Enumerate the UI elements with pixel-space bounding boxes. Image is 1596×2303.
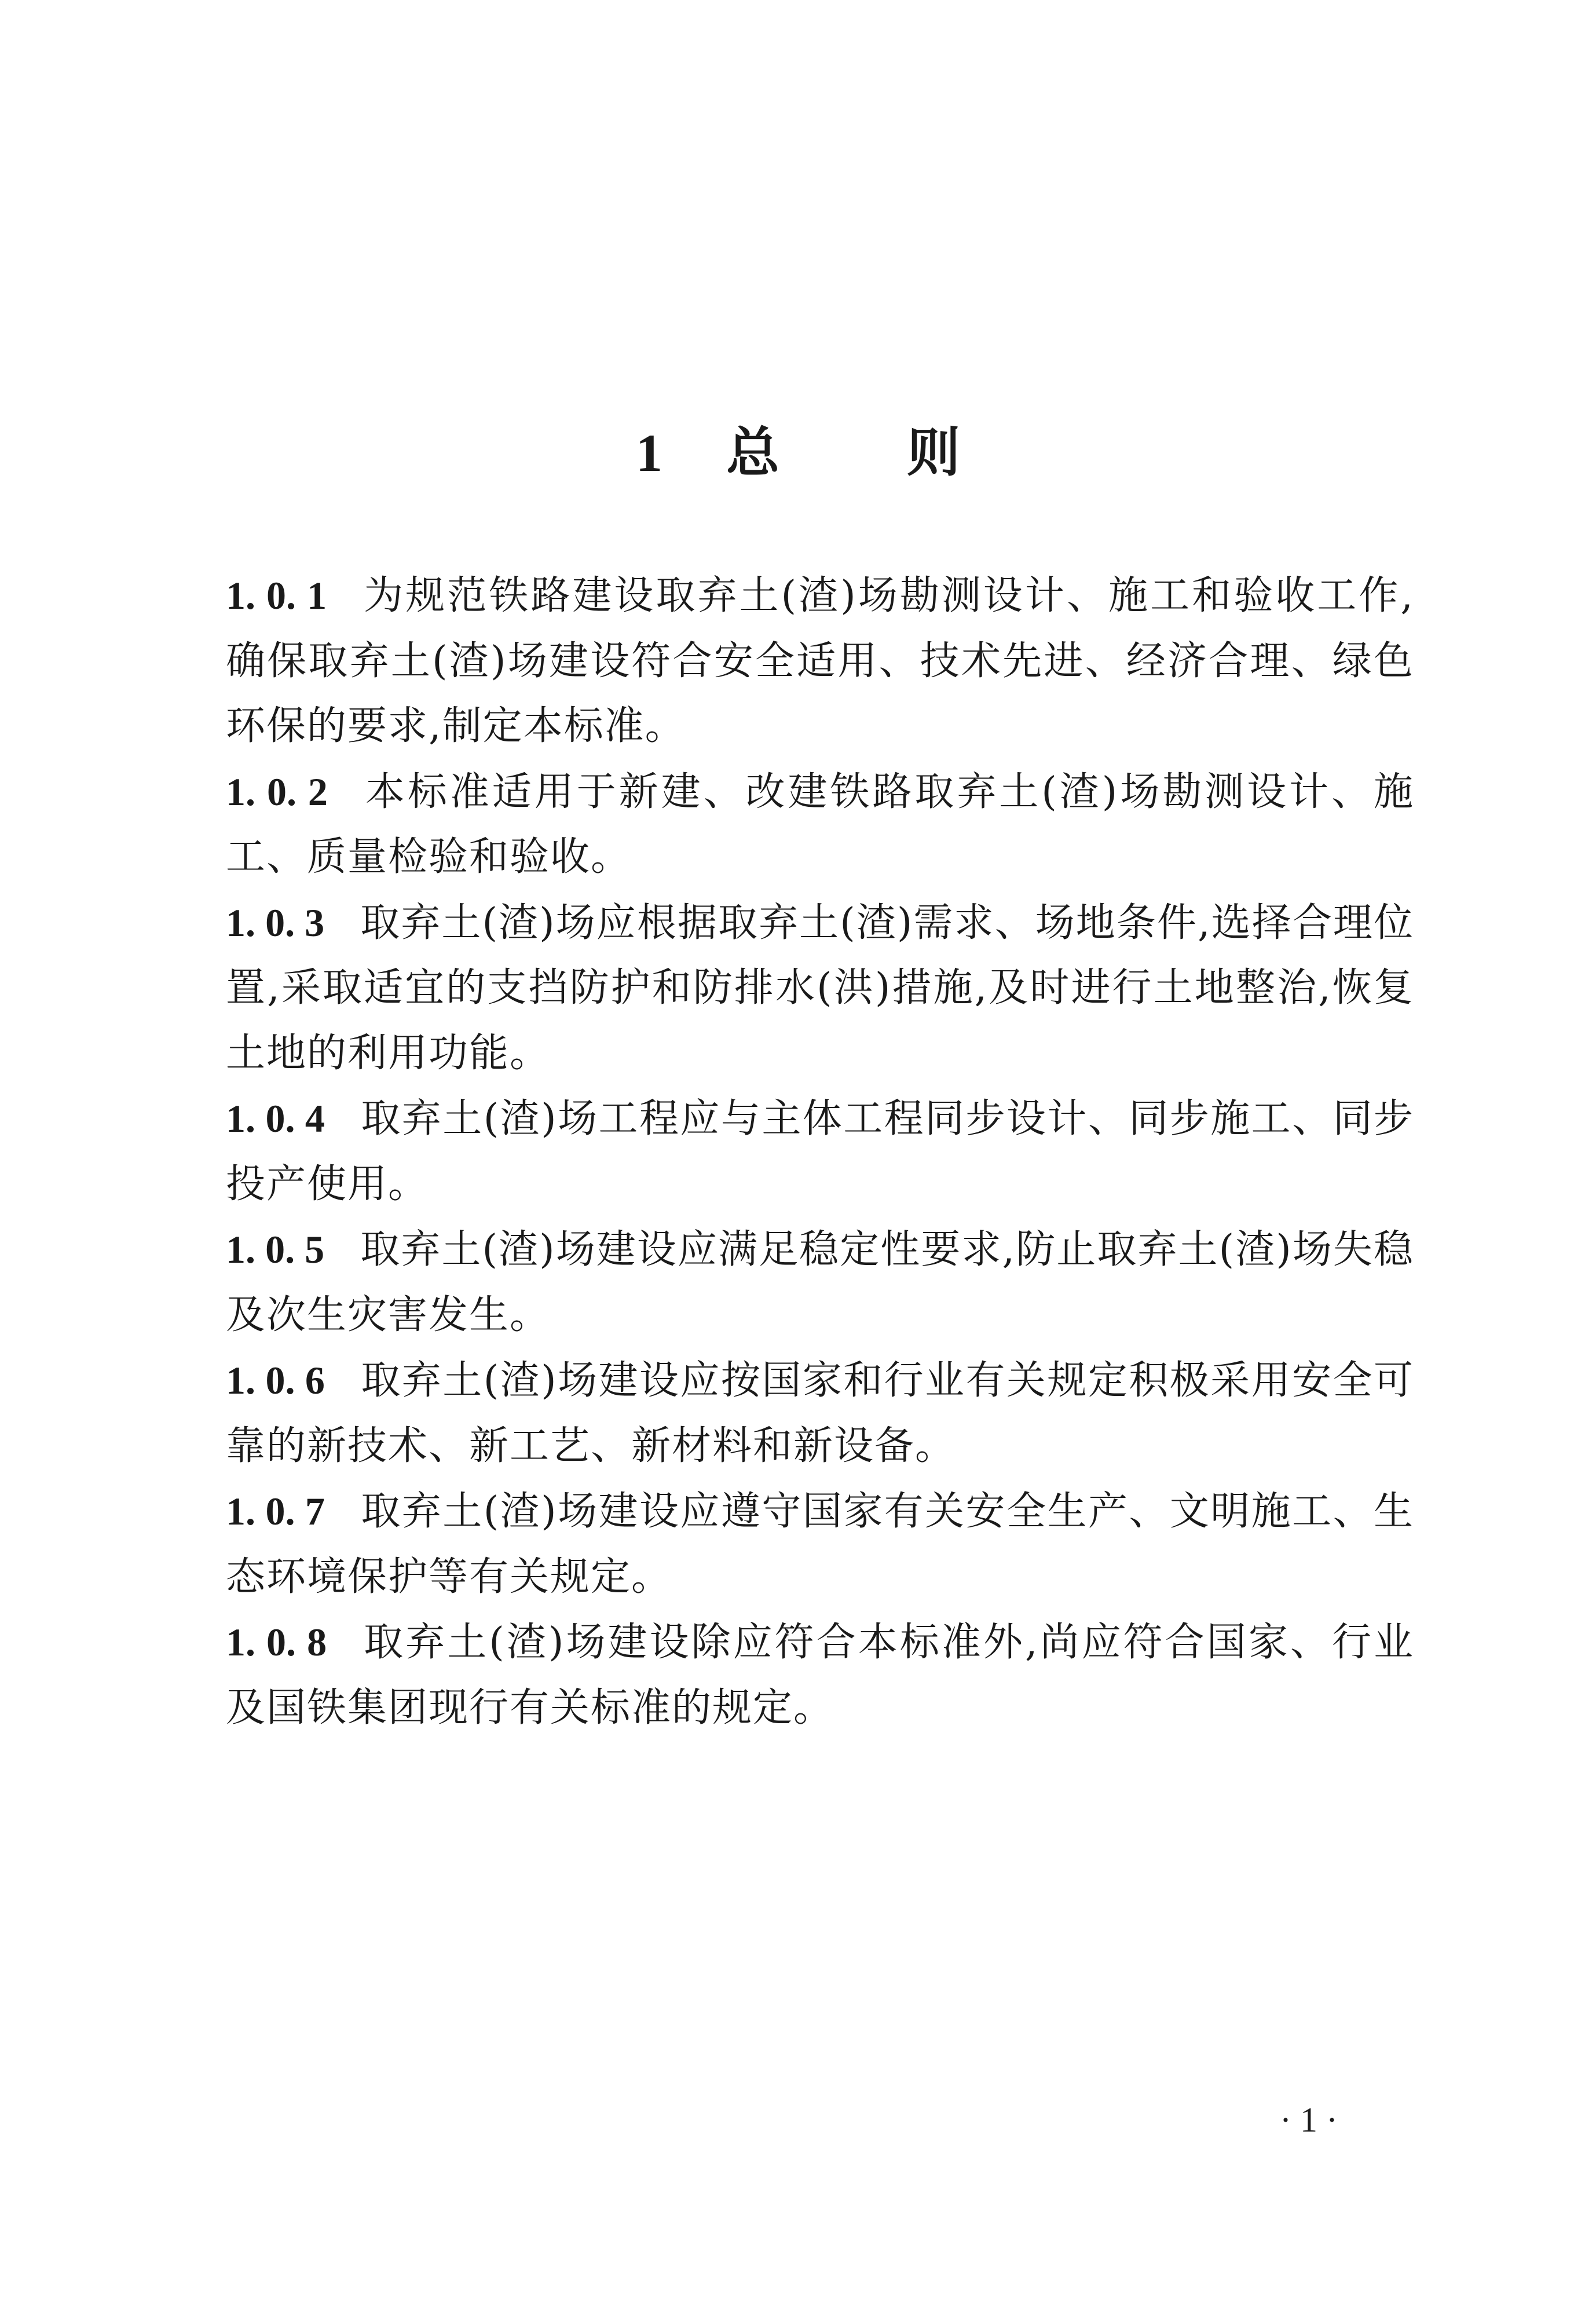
chapter-title-char-2: 则 [907,421,961,484]
chapter-title [0,421,1596,484]
page-number: · 1 · [1280,2101,1338,2139]
chapter-body [226,563,1414,1741]
clause-1-0-8 [226,1610,1414,1741]
clause-text: 为规范铁路建设取弃土(渣)场勘测设计、施工和验收工作,确保取弃土(渣)场建设符合安全适用、技术先进、经济合理、绿色环保的要求,制定本标准。 [226,573,1414,749]
clause-text: 取弃土(渣)场建设除应符合本标准外,尚应符合国家、行业及国铁集团现行有关标准的规定。 [226,1620,1414,1731]
clause-1-0-1 [226,563,1414,759]
clause-text: 取弃土(渣)场工程应与主体工程同步设计、同步施工、同步投产使用。 [226,1096,1415,1207]
clause-number: 1. 0. 8 [226,1620,327,1664]
clause-number: 1. 0. 3 [226,900,325,945]
clause-number: 1. 0. 7 [226,1489,325,1533]
clause-1-0-5 [226,1217,1414,1348]
clause-text: 取弃土(渣)场应根据取弃土(渣)需求、场地条件,选择合理位置,采取适宜的支挡防护和防排水(洪)措施,及时进行土地整治,恢复土地的利用功能。 [226,900,1415,1076]
chapter-title-char-1: 总 [726,421,779,484]
clause-number: 1. 0. 6 [226,1358,325,1402]
clause-text: 本标准适用于新建、改建铁路取弃土(渣)场勘测设计、施工、质量检验和验收。 [226,769,1415,880]
clause-1-0-6 [226,1348,1414,1479]
clause-text: 取弃土(渣)场建设应遵守国家有关安全生产、文明施工、生态环境保护等有关规定。 [226,1489,1415,1600]
clause-1-0-2 [226,759,1414,890]
clause-text: 取弃土(渣)场建设应满足稳定性要求,防止取弃土(渣)场失稳及次生灾害发生。 [226,1227,1415,1338]
clause-number: 1. 0. 4 [226,1096,325,1140]
clause-number: 1. 0. 2 [226,769,328,814]
clause-1-0-3 [226,890,1414,1087]
clause-number: 1. 0. 1 [226,573,327,617]
chapter-number: 1 [635,423,662,482]
clause-1-0-7 [226,1479,1414,1610]
clause-1-0-4 [226,1086,1414,1217]
clause-text: 取弃土(渣)场建设应按国家和行业有关规定积极采用安全可靠的新技术、新工艺、新材料和新设备。 [226,1358,1415,1469]
clause-number: 1. 0. 5 [226,1227,325,1271]
